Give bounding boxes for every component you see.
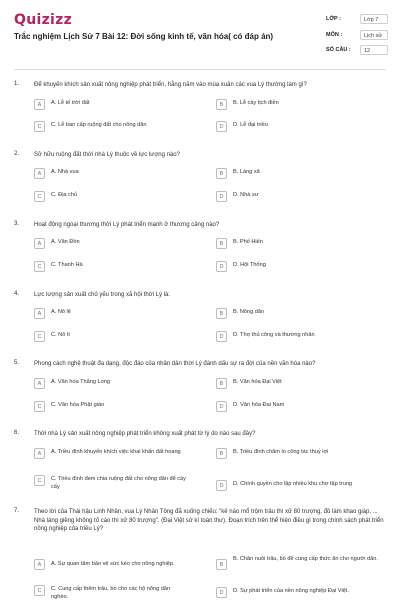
answer-option-b[interactable]: [216, 378, 366, 392]
option-text: D. Sự phát triển của nền nông nghiệp Đại Việt.: [233, 588, 349, 594]
option-letter-box: D: [216, 261, 227, 272]
answer-option-c[interactable]: [34, 475, 184, 493]
answer-option-a[interactable]: [34, 378, 184, 392]
option-text: D. Nhà sư: [233, 192, 259, 198]
option-letter-box: A: [34, 168, 45, 179]
answer-option-a[interactable]: [34, 448, 184, 466]
option-text: C. Nô tì: [51, 332, 70, 338]
answer-option-c[interactable]: [34, 585, 184, 599]
answer-option-b[interactable]: [216, 308, 366, 322]
option-text: B. Phố Hiến: [233, 239, 263, 245]
option-letter-box: D: [216, 480, 227, 491]
option-text: A. Triều đình khuyến khích việc khai khẩn đất hoang: [51, 449, 181, 455]
answer-option-c[interactable]: [34, 331, 184, 345]
option-text: C. Địa chủ: [51, 192, 78, 198]
option-text: C. Thanh Hà: [51, 262, 83, 268]
question-text: Lực lượng sản xuất chủ yếu trong xã hội thời Lý là:: [34, 292, 170, 298]
quizizz-logo: Quizizz: [14, 12, 73, 28]
question-number: 7.: [14, 508, 20, 514]
question-text: Phong cách nghệ thuật đa dạng, độc đáo của nhân dân thời Lý đánh dấu sự ra đời của nền văn hóa nào?: [34, 361, 316, 367]
option-text: B. Nông dân: [233, 309, 265, 315]
option-letter-box: B: [216, 168, 227, 179]
option-text: A. Vân Đồn: [51, 239, 80, 245]
question-text: Để khuyến khích sản xuất nông nghiệp phát triển, hằng năm vào mùa xuân các vua Lý thường làm gì?: [34, 82, 307, 88]
worksheet-title: Trắc nghiệm Lịch Sử 7 Bài 12: Đời sống kinh tế, văn hóa( có đáp án): [14, 32, 274, 41]
answer-option-d[interactable]: [216, 480, 366, 494]
worksheet-header: [0, 0, 400, 66]
option-letter-box: A: [34, 559, 45, 570]
option-text: A. Nô lệ: [51, 309, 71, 315]
option-text: B. Lễ cày tịch điền: [233, 100, 279, 106]
question-number: 2.: [14, 151, 20, 157]
option-letter-box: A: [34, 378, 45, 389]
answer-option-c[interactable]: [34, 261, 184, 275]
option-letter-box: C: [34, 261, 45, 272]
answer-option-b[interactable]: [216, 238, 366, 252]
option-letter-box: B: [216, 378, 227, 389]
option-letter-box: B: [216, 238, 227, 249]
option-text: C. Triều đình đem chia ruộng đất cho nông dân để cày cấy: [51, 476, 186, 490]
option-text: A. Văn hóa Thăng Long: [51, 379, 110, 385]
answer-option-b[interactable]: [216, 168, 366, 182]
header-divider: [14, 69, 386, 70]
answer-option-c[interactable]: [34, 191, 184, 205]
option-text: A. Nhà vua: [51, 169, 79, 175]
option-text: B. Chăn nuôi trâu, bò để cung cấp thức ăn cho người dân.: [233, 556, 378, 562]
option-letter-box: C: [34, 191, 45, 202]
option-text: C. Văn hóa Phật giáo: [51, 402, 105, 408]
option-text: D. Lễ đại triều: [233, 122, 268, 128]
option-text: D. Thợ thủ công và thương nhân: [233, 332, 315, 338]
option-letter-box: A: [34, 238, 45, 249]
answer-option-c[interactable]: [34, 401, 184, 415]
question-text: Theo lời của Thái hậu Linh Nhân, vua Lý Nhân Tông đã xuống chiếu: "kẻ nào mổ trộm trâu thì xử 80 trượng, đồ làm khao giáp, ... Nhà láng giềng không tố cáo thì xử 80 trượng". (Đại Việt sử kí toàn thư). Đoạn trích trên thể hiện điều gì trong chính sách phát triển nông nghiệp của triều Lý?: [34, 509, 384, 532]
answer-option-d[interactable]: [216, 587, 366, 600]
option-letter-box: A: [34, 448, 45, 459]
option-letter-box: D: [216, 121, 227, 132]
option-text: D. Hội Thống: [233, 262, 266, 268]
question-number: 3.: [14, 221, 20, 227]
answer-option-d[interactable]: [216, 261, 366, 275]
answer-option-a[interactable]: [34, 308, 184, 322]
option-text: B. Văn hóa Đại Việt: [233, 379, 282, 385]
class-label: LỚP :: [326, 16, 341, 22]
option-text: D. Chính quyền cho lập nhiều khu chợ tập trung: [233, 481, 353, 487]
answer-option-a[interactable]: [34, 238, 184, 252]
subject-label: MÔN :: [326, 32, 343, 38]
option-letter-box: D: [216, 191, 227, 202]
option-letter-box: B: [216, 559, 227, 570]
option-letter-box: A: [34, 99, 45, 110]
answer-option-b[interactable]: [216, 555, 378, 573]
option-letter-box: C: [34, 401, 45, 412]
answer-option-a[interactable]: [34, 559, 184, 573]
option-text: D. Văn hóa Đại Nam: [233, 402, 285, 408]
question-number: 6.: [14, 430, 20, 436]
question-text: Sở hữu ruộng đất thời nhà Lý thuộc về lực lượng nào?: [34, 152, 180, 158]
class-value: Lớp 7: [360, 14, 388, 24]
answer-option-a[interactable]: [34, 168, 184, 182]
answer-option-d[interactable]: [216, 331, 366, 345]
answer-option-c[interactable]: [34, 121, 184, 135]
answer-option-b[interactable]: [216, 99, 366, 113]
option-letter-box: D: [216, 401, 227, 412]
option-text: C. Cung cấp thêm trâu, bò cho các hộ nông dân nghèo.: [51, 586, 171, 600]
option-letter-box: C: [34, 475, 45, 486]
option-text: B. Triều đình chăm lo công tác thuỷ lợi: [233, 449, 329, 455]
option-letter-box: C: [34, 121, 45, 132]
option-letter-box: B: [216, 99, 227, 110]
option-text: B. Làng xã: [233, 169, 260, 175]
option-letter-box: C: [34, 331, 45, 342]
option-letter-box: B: [216, 308, 227, 319]
subject-value: Lịch sử: [360, 30, 388, 40]
question-number: 4.: [14, 291, 20, 297]
question-number: 5.: [14, 360, 20, 366]
option-letter-box: A: [34, 308, 45, 319]
answer-option-a[interactable]: [34, 99, 184, 113]
answer-option-d[interactable]: [216, 191, 366, 205]
option-text: A. Sự quan tâm bảo vệ sức kéo cho nông nghiệp.: [51, 561, 175, 567]
question-count-label: SỐ CÂU :: [326, 47, 351, 53]
option-letter-box: D: [216, 587, 227, 598]
option-letter-box: D: [216, 331, 227, 342]
option-text: A. Lễ tế trời đất: [51, 100, 90, 106]
question-number: 1.: [14, 81, 20, 87]
question-text: Thời nhà Lý sản xuất nông nghiệp phát triển không xuất phát từ lý do nào sau đây?: [34, 431, 256, 437]
option-letter-box: C: [34, 585, 45, 596]
answer-option-b[interactable]: [216, 448, 366, 462]
answer-option-d[interactable]: [216, 121, 366, 135]
question-count-value: 12: [360, 45, 388, 55]
option-letter-box: B: [216, 448, 227, 459]
option-text: C. Lễ ban cấp ruộng đất cho nông dân: [51, 122, 147, 128]
question-text: Hoạt động ngoại thương thời Lý phát triển mạnh ở thương cảng nào?: [34, 222, 220, 228]
answer-option-d[interactable]: [216, 401, 366, 415]
